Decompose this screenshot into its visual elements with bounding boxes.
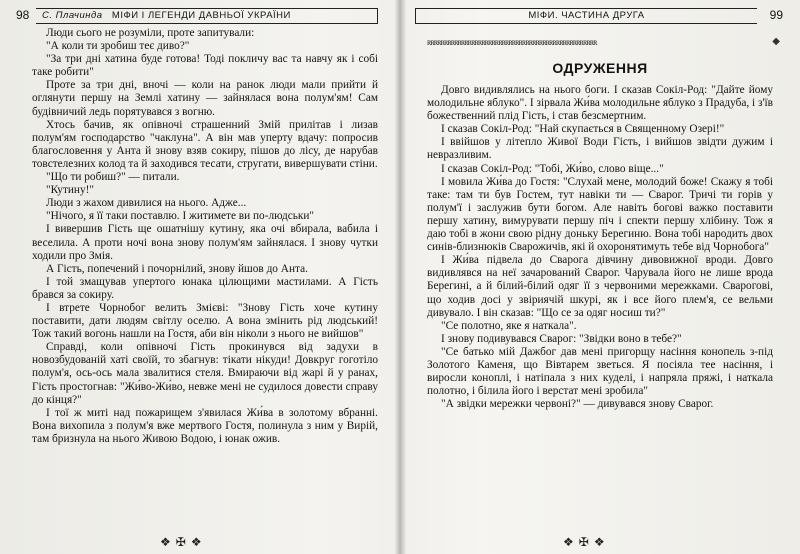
paragraph: "За три дні хатина буде готова! Тоді покличу вас та навчу як і собі таке робити" [32, 53, 378, 79]
paragraph: "Нічого, я її таки поставлю. І житимете ви по-людськи" [46, 210, 315, 223]
paragraph: "Се полотно, яке я наткала". [441, 319, 577, 332]
left-header-banner [36, 8, 378, 24]
right-running-header [415, 8, 783, 24]
paragraph: І сказав Сокіл-Род: "Тобі, Жи́во, слово віще..." [441, 162, 664, 175]
ornament-diamond-icon: ◆ [772, 36, 779, 47]
left-page-number: 98 [16, 8, 30, 22]
paragraph: І знову подивувався Сварог: "Звідки воно в тебе?" [441, 332, 682, 345]
header-book-title: МІФИ І ЛЕГЕНДИ ДАВНЬОЇ УКРАЇНИ [111, 10, 291, 21]
paragraph: Люди з жахом дивилися на нього. Адже... [46, 197, 247, 210]
header-section-title: МІФИ. ЧАСТИНА ДРУГА [528, 10, 645, 21]
chapter-title: ОДРУЖЕННЯ [552, 60, 648, 76]
paragraph: "А коли ти зробиш теє диво?" [46, 40, 190, 53]
right-page [405, 0, 800, 554]
paragraph: І Жи́ва підвела до Сварога дівчину дивовижної вроди. Довго видивлявся на неї зачарований Сварог. Чарувала його не лише врода Берегині, а й білий-білий одяг її з червоними мережками. Сварогові, що ходив досі у звіриячій шкурі, як і все його плем'я, се вельми дивувало. І він сказав: "Що се за одяг носиш ти?" [427, 254, 773, 319]
paragraph: "Се батько мій Дажбог дав мені пригорщу насіння конопель з-під Золотого Каменя, що Вівтарем зветься. Я посіяла тее насіння, і виросли коноплі, і натіпала з них куделі, і напряла пряжі, і наткала полотно, і білила його і верстат мені зробила" [427, 345, 773, 398]
decorative-ornament-strip [427, 36, 779, 47]
footer-ornament-icon: ❖ ✠ ❖ [160, 535, 203, 549]
paragraph: І втрете Чорнобог велить Змієві: "Знову Гість хоче кутину поставити, дати людям світлу оселю. А вона змінить рід людський! Тож такий вогонь нашли на Гостя, аби він ніколи з нього не вийшов" [32, 301, 378, 341]
paragraph: "Що ти робиш?" — питали. [46, 171, 180, 184]
paragraph: Справді, коли опівночі Гість прокинувся від задухи в новозбудованій хаті своїй, то збагнув: тікати нікуди! Довкруг гоготіло полум'я, ось-ось мала звалитися стеля. Вмираючи від жарі й у ранах, Гість простогнав: "Жи́во-Жи́во, невже мені не судилося довести справу до кінця?" [32, 341, 378, 406]
paragraph: "А звідки мережки червоні?" — дивувався знову Сварог. [441, 398, 714, 411]
ornament-row: ʀʀʀʀʀʀʀʀʀʀʀʀʀʀʀʀʀʀʀʀʀʀʀʀʀʀʀʀʀʀʀʀʀʀʀʀʀʀʀʀʀʀʀʀʀʀʀʀʀʀ [427, 37, 597, 47]
paragraph: І той змащував упертого юнака цілющими мастилами. А Гість брався за сокиру. [32, 275, 378, 301]
paragraph: І тої ж миті над пожарищем з'явилася Жи́ва в золотому вбранні. Вона вихопила з полум'я вже мертвого Гостя, полинула з ним у Вирій, там бризнула на нього Живою Водою, і юнак ожив. [32, 406, 378, 445]
left-body-text [32, 27, 378, 446]
paragraph: Люди сього не розуміли, проте запитували: [46, 27, 255, 39]
left-page [0, 0, 395, 554]
paragraph: І вивершив Гість ще ошатнішу кутину, яка очі вбирала, вабила і веселила. А проти ночі вона знову полум'ям зайнялася. І знову чутки ходили про Змія. [32, 223, 378, 262]
paragraph: "Кутину!" [46, 184, 94, 197]
right-body-text [427, 84, 773, 411]
paragraph: Проте за три дні, вночі — коли на ранок люди мали прийти й оглянути першу на Землі хатину — зайнялася вона полум'ям! Сам будівничий ледь порятувався з вогню. [32, 79, 378, 118]
header-author: С. Плачинда [42, 10, 103, 21]
footer-ornament-icon: ❖ ✠ ❖ [563, 535, 606, 549]
right-page-number: 99 [769, 8, 783, 22]
left-running-header [10, 8, 378, 24]
paragraph: А Гість, попечений і почорнілий, знову йшов до Анта. [46, 262, 308, 275]
paragraph: І мовила Жи́ва до Гостя: "Слухай мене, молодий боже! Скажу я тобі таке: там ти був Гостем, тут навіки ти — Сварог. Тричі ти горів у полум'ї і заслужив бути богом. Але навіть богові важко поставити першу хатину, вимурувати першу піч і спекти першу хлібину. Тож я даю тобі в жони свою рідну доньку Берегиню. Вона тобі народить двох синів-близнюків Сварожичів, які й охоронятимуть тебе від Чорнобога" [427, 175, 773, 254]
paragraph: Довго видивлялись на нього боги. І сказав Сокіл-Род: "Дайте йому молодильне яблуко". І зірвала Жи́ва молодильне яблуко з Прадуба, і з'їв божественний плід Гість, і став безсмертним. [427, 84, 773, 123]
paragraph: Хтось бачив, як опівночі страшенний Змій прилітав і лизав полум'ям господарство "чаклуна". А він мав уперту вдачу: попросив благословення у Анта й знову взяв сокиру, пішов до лісу, де нарубав товстелезних колод та й заходився тесати, стругати, вивершувати стіни. [32, 118, 378, 170]
right-header-banner [415, 8, 757, 24]
paragraph: І ввійшов у літепло Живої Води Гість, і вийшов звідти дужим і невразливим. [427, 136, 773, 162]
paragraph: І сказав Сокіл-Род: "Най скупається в Священному Озері!" [441, 123, 725, 136]
